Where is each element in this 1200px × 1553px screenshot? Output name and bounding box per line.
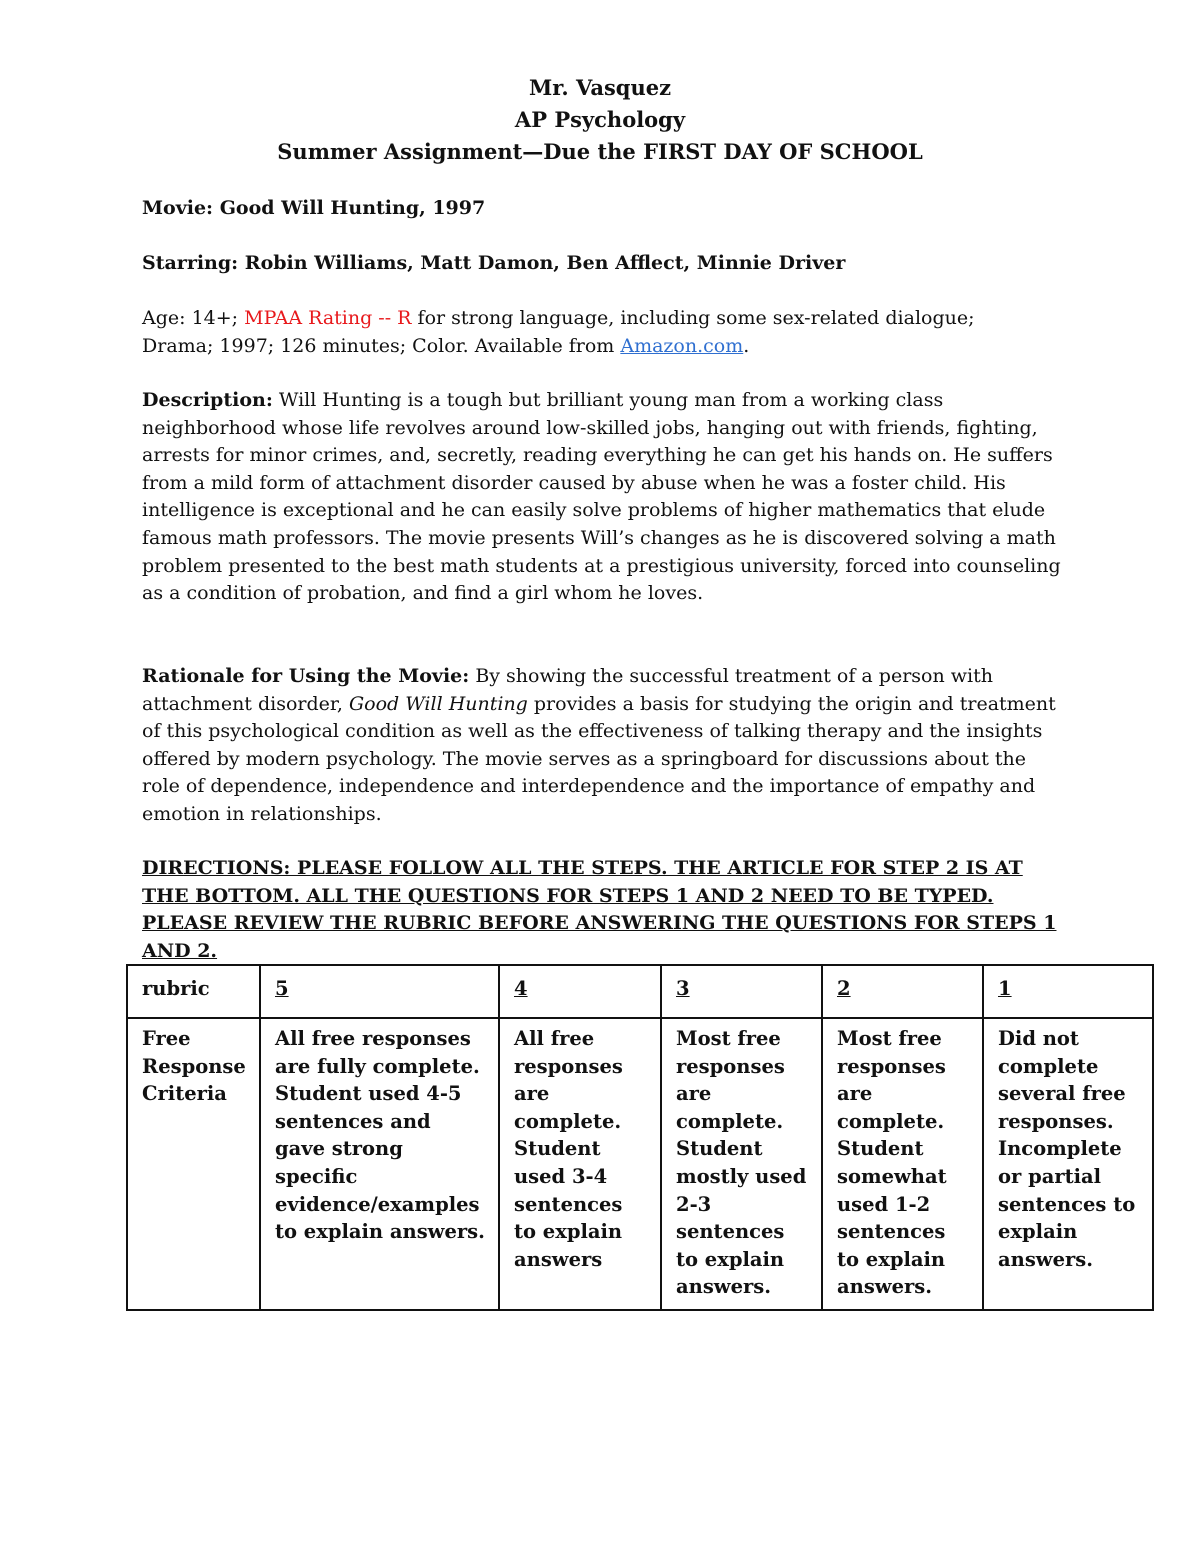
rubric-cell-4 — [499, 1018, 661, 1310]
rubric-cell-2-text: Most free responses are complete. Student somewhat used 1-2 sentences to explain answers. — [837, 1027, 947, 1299]
movie-label: Movie: — [142, 197, 214, 219]
rubric-table — [126, 964, 1154, 1311]
rubric-header-1 — [983, 965, 1153, 1018]
movie-line — [142, 195, 1062, 223]
rubric-criteria-row — [127, 1018, 1153, 1310]
rationale-label: Rationale for Using the Movie: — [142, 665, 470, 687]
teacher-name: Mr. Vasquez — [528, 75, 672, 100]
rubric-cell-3 — [661, 1018, 822, 1310]
score-1: 1 — [998, 977, 1012, 1000]
rubric-cell-4-text: All free responses are complete. Student used 3-4 sentences to explain answers — [514, 1027, 623, 1271]
score-5: 5 — [275, 977, 289, 1000]
rubric-cell-1 — [983, 1018, 1153, 1310]
rationale-text-1: By showing the successful treatment of a person with attachment disorder, — [142, 665, 993, 715]
starring-line — [142, 250, 1062, 278]
movie-value: Good Will Hunting, 1997 — [213, 197, 486, 219]
description-paragraph — [142, 387, 1067, 608]
age-line2: Drama; 1997; 126 minutes; Color. Available from — [142, 334, 621, 357]
rationale-text-2: provides a basis for studying the origin and treatment of this psychological condition as well as the effectiveness of talking therapy and the insights offered by modern psychology. The movie serves as a springboard for discussions about the role of dependence, independence and interdependence and the importance of empathy and emotion in relationships. — [142, 692, 1056, 825]
criteria-text: Free Response Criteria — [142, 1027, 246, 1106]
description-label: Description: — [142, 389, 273, 411]
description-text: Will Hunting is a tough but brilliant young man from a working class neighborhood whose life revolves around low-skilled jobs, hanging out with friends, fighting, arrests for minor crimes, and, secretly, reading everything he can get his hands on. He suffers from a mild form of attachment disorder caused by abuse when he was a foster child. His intelligence is exceptional and he can easily solve problems of higher mathematics that elude famous math professors. The movie presents Will’s changes as he is discovered solving a math problem presented to the best math students at a prestigious university, forced into counseling as a condition of probation, and find a girl whom he loves. — [142, 389, 1061, 605]
score-4: 4 — [514, 977, 528, 1000]
starring-value: Robin Williams, Matt Damon, Ben Afflect, Minnie Driver — [238, 252, 846, 274]
mpaa-rating: MPAA Rating -- R — [244, 307, 412, 329]
rubric-header-row — [127, 965, 1153, 1018]
rubric-cell-3-text: Most free responses are complete. Student mostly used 2-3 sentences to explain answers. — [676, 1027, 807, 1299]
age-end: . — [743, 334, 750, 357]
rubric-header-label — [127, 965, 260, 1018]
course-name: AP Psychology — [514, 107, 686, 132]
rubric-cell-5-text: All free responses are fully complete. Student used 4-5 sentences and gave strong specific evidence/examples to explain answers. — [275, 1027, 485, 1244]
age-prefix: Age: 14+; — [142, 307, 245, 329]
rationale-movie-title: Good Will Hunting — [348, 692, 528, 715]
rubric-header-2 — [822, 965, 983, 1018]
age-rating-paragraph — [142, 305, 1062, 360]
rubric-cell-2 — [822, 1018, 983, 1310]
document-header — [0, 72, 1200, 168]
score-2: 2 — [837, 977, 851, 1000]
rubric-header-3 — [661, 965, 822, 1018]
rubric-header-5 — [260, 965, 499, 1018]
rubric-cell-5 — [260, 1018, 499, 1310]
rationale-paragraph — [142, 663, 1067, 829]
criteria-cell — [127, 1018, 260, 1310]
amazon-link[interactable]: Amazon.com — [620, 334, 744, 357]
directions-text: DIRECTIONS: PLEASE FOLLOW ALL THE STEPS. THE ARTICLE FOR STEP 2 IS AT THE BOTTOM. ALL THE QUESTIONS FOR STEPS 1 AND 2 NEED TO BE TYPED. PLEASE REVIEW THE RUBRIC BEFORE ANSWERING THE QUESTIONS FOR STEPS 1 AND 2. — [142, 857, 1057, 962]
age-rest: for strong language, including some sex-related dialogue; — [411, 307, 975, 329]
assignment-title: Summer Assignment—Due the FIRST DAY OF SCHOOL — [277, 139, 923, 164]
rubric-header-4 — [499, 965, 661, 1018]
rubric-cell-1-text: Did not complete several free responses. Incomplete or partial sentences to explain answers. — [998, 1027, 1136, 1271]
starring-label: Starring: — [142, 252, 239, 274]
score-3: 3 — [676, 977, 690, 1000]
rubric-header-text: rubric — [142, 977, 210, 1000]
